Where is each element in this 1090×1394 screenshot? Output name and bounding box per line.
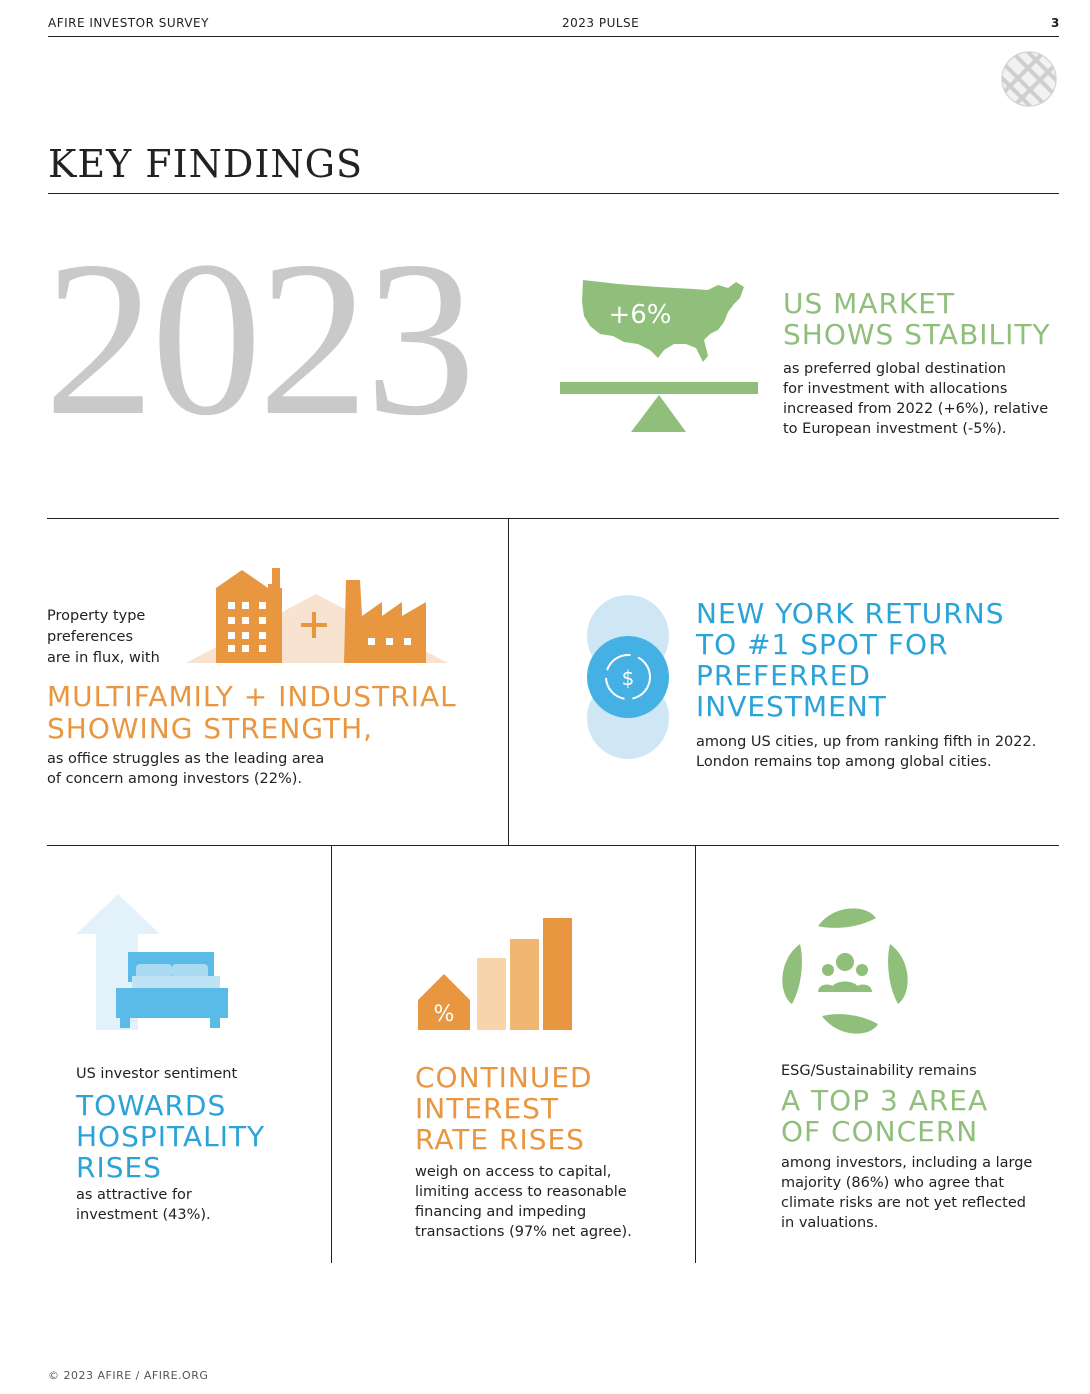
property-intro-line: Property type (47, 608, 146, 624)
title-rule (48, 193, 1059, 194)
page-number: 3 (1051, 16, 1060, 30)
hospitality-headline (76, 1090, 265, 1183)
hospitality-headline-line: TOWARDS (76, 1089, 227, 1122)
esg-body (781, 1153, 1032, 1233)
property-body-line: of concern among investors (22%). (47, 771, 303, 787)
interest-body-line: financing and impeding (415, 1204, 587, 1220)
property-intro-line: are in flux, with (47, 650, 160, 666)
new-york-headline (696, 598, 1004, 722)
property-headline-line: MULTIFAMILY + INDUSTRIAL (47, 680, 457, 713)
new-york-body-line: among US cities, up from ranking fifth in 2022. (696, 734, 1037, 750)
esg-leaves-people-icon (778, 904, 912, 1038)
us-market-headline-line: US MARKET (783, 287, 956, 320)
new-york-headline-line: TO #1 SPOT FOR (696, 628, 949, 661)
year-display: 2023 (44, 216, 472, 462)
hospitality-body-line: investment (43%). (76, 1207, 211, 1223)
us-market-body-line: to European investment (-5%). (783, 421, 1007, 437)
interest-badge: % (433, 1002, 455, 1027)
property-body (47, 749, 324, 789)
esg-headline-line: A TOP 3 AREA (781, 1084, 989, 1117)
us-market-body-line: as preferred global destination (783, 361, 1007, 377)
us-market-body (783, 359, 1048, 439)
footer-copyright: © 2023 AFIRE / AFIRE.ORG (48, 1369, 209, 1382)
us-market-headline (783, 288, 1051, 350)
new-york-headline-line: INVESTMENT (696, 690, 887, 723)
buildings-icon (186, 566, 448, 666)
header-center: 2023 PULSE (562, 16, 640, 30)
us-market-badge: +6% (608, 300, 672, 330)
section-divider-vertical (331, 845, 332, 1263)
us-market-body-line: increased from 2022 (+6%), relative (783, 401, 1049, 417)
dollar-exchange-icon (585, 594, 671, 760)
new-york-body-line: London remains top among global cities. (696, 754, 992, 770)
esg-body-line: majority (86%) who agree that (781, 1175, 1005, 1191)
hospitality-body-line: as attractive for (76, 1187, 192, 1203)
header-rule (48, 36, 1059, 37)
hotel-bed-arrow-icon (76, 892, 232, 1032)
esg-headline-line: OF CONCERN (781, 1115, 979, 1148)
section-divider (47, 845, 1059, 846)
interest-headline-line: RATE RISES (415, 1123, 585, 1156)
interest-body-line: weigh on access to capital, (415, 1164, 612, 1180)
esg-headline (781, 1085, 988, 1147)
esg-body-line: climate risks are not yet reflected (781, 1195, 1026, 1211)
property-intro (47, 606, 160, 669)
property-intro-line: preferences (47, 629, 133, 645)
hospitality-intro: US investor sentiment (76, 1066, 238, 1082)
svg-text:$: $ (621, 666, 635, 690)
interest-rate-bars-icon (416, 916, 576, 1032)
interest-body-line: limiting access to reasonable (415, 1184, 627, 1200)
hospitality-body (76, 1185, 211, 1225)
property-body-line: as office struggles as the leading area (47, 751, 325, 767)
globe-logo-icon (1000, 50, 1058, 108)
hospitality-headline-line: RISES (76, 1151, 162, 1184)
new-york-headline-line: PREFERRED (696, 659, 871, 692)
interest-headline-line: INTEREST (415, 1092, 560, 1125)
us-market-headline-line: SHOWS STABILITY (783, 318, 1051, 351)
new-york-headline-line: NEW YORK RETURNS (696, 597, 1005, 630)
interest-headline (415, 1062, 593, 1155)
esg-body-line: among investors, including a large (781, 1155, 1033, 1171)
hospitality-headline-line: HOSPITALITY (76, 1120, 266, 1153)
property-headline (47, 681, 457, 745)
us-map-scale-icon (558, 278, 760, 434)
section-divider-vertical (695, 845, 696, 1263)
section-divider-vertical (508, 518, 509, 846)
new-york-body (696, 732, 1036, 772)
page-title: KEY FINDINGS (48, 142, 364, 186)
esg-intro: ESG/Sustainability remains (781, 1063, 977, 1079)
interest-body (415, 1162, 632, 1242)
header-left: AFIRE INVESTOR SURVEY (48, 16, 209, 30)
esg-body-line: in valuations. (781, 1215, 879, 1231)
section-divider (47, 518, 1059, 519)
interest-body-line: transactions (97% net agree). (415, 1224, 632, 1240)
property-headline-line: SHOWING STRENGTH, (47, 712, 374, 745)
us-market-body-line: for investment with allocations (783, 381, 1008, 397)
interest-headline-line: CONTINUED (415, 1061, 593, 1094)
